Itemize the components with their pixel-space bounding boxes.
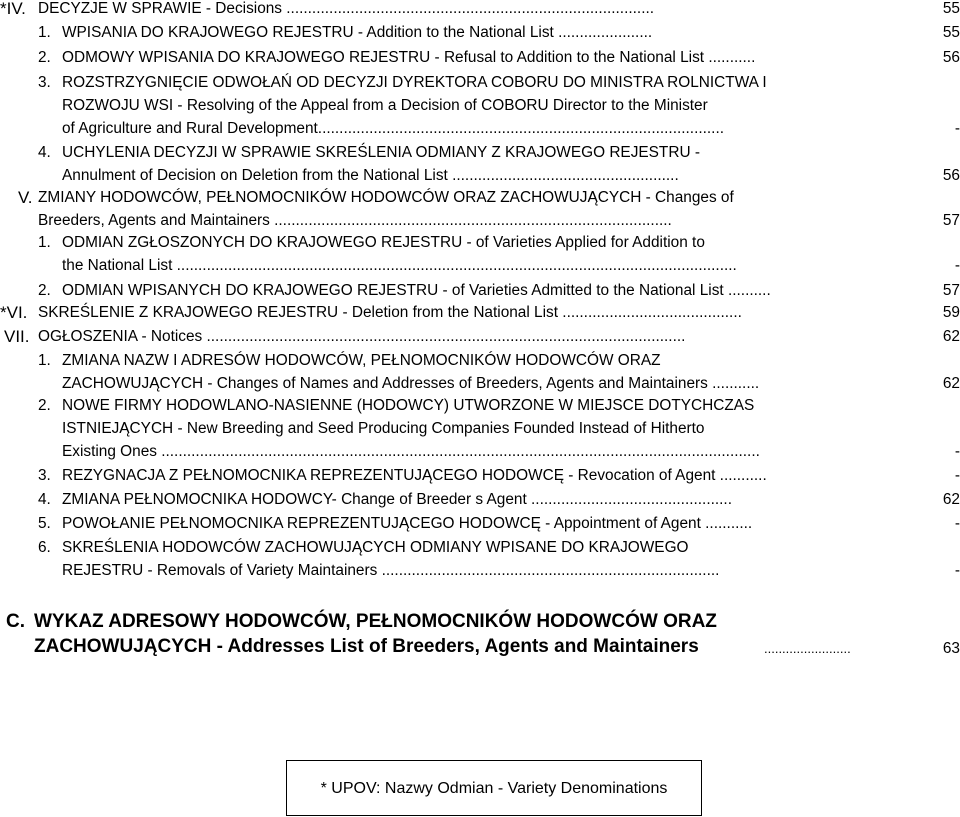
toc-entry-text-line[interactable]: ODMIAN ZGŁOSZONYCH DO KRAJOWEGO REJESTRU - of Varieties Applied for Addition to [62,234,705,251]
page-number: - [954,443,960,460]
page-number: - [954,562,960,579]
toc-entry-text-line[interactable]: ROZSTRZYGNIĘCIE ODWOŁAŃ OD DECYZJI DYREKTORA COBORU DO MINISTRA ROLNICTWA I [62,74,767,91]
item-number: 1. [38,234,51,251]
section-number: *IV. [0,0,26,18]
page-number: 57 [942,212,960,229]
part-c-title-line[interactable]: WYKAZ ADRESOWY HODOWCÓW, PEŁNOMOCNIKÓW HODOWCÓW ORAZ [34,611,717,632]
footnote-text: * UPOV: Nazwy Odmian - Variety Denominations [320,780,668,797]
page-number: 55 [942,0,960,17]
toc-entry-text[interactable]: DECYZJE W SPRAWIE - Decisions ...................................................................................... [38,0,655,17]
page-number: - [954,467,960,484]
toc-entry-text-line[interactable]: UCHYLENIA DECYZJI W SPRAWIE SKREŚLENIA ODMIANY Z KRAJOWEGO REJESTRU - [62,144,700,161]
toc-entry-text[interactable]: ZMIANA PEŁNOMOCNIKA HODOWCY- Change of Breeder s Agent ............................................... [62,491,732,508]
item-number: 2. [38,282,51,299]
item-number: 4. [38,144,51,161]
toc-entry-text-line[interactable]: ROZWOJU WSI - Resolving of the Appeal from a Decision of COBORU Director to the Minister [62,97,708,114]
page-number: - [954,257,960,274]
toc-entry-text-line[interactable]: ISTNIEJĄCYCH - New Breeding and Seed Producing Companies Founded Instead of Hitherto [62,420,705,437]
toc-entry-text[interactable]: ODMOWY WPISANIA DO KRAJOWEGO REJESTRU - Refusal to Addition to the National List ........... [62,49,756,66]
toc-entry-text-line[interactable]: REJESTRU - Removals of Variety Maintainers ............................................................................... [62,562,720,579]
item-number: 2. [38,49,51,66]
page-number: 62 [942,375,960,392]
page-number: 59 [942,304,960,321]
item-number: 3. [38,467,51,484]
item-number: 5. [38,515,51,532]
toc-entry-text-line[interactable]: the National List ................................................................................................................................... [62,257,737,274]
section-number: VII. [4,327,30,346]
toc-entry-text[interactable]: ODMIAN WPISANYCH DO KRAJOWEGO REJESTRU - of Varieties Admitted to the National List .......... [62,282,771,299]
footnote-box [286,760,702,816]
toc-entry-text[interactable]: REZYGNACJA Z PEŁNOMOCNIKA REPREZENTUJĄCEGO HODOWCĘ - Revocation of Agent ........... [62,467,767,484]
toc-entry-text-line[interactable]: Annulment of Decision on Deletion from the National List ..................................................... [62,167,679,184]
toc-entry-text-line[interactable]: ZMIANY HODOWCÓW, PEŁNOMOCNIKÓW HODOWCÓW ORAZ ZACHOWUJĄCYCH - Changes of [38,189,734,206]
page-number: - [954,120,960,137]
item-number: 4. [38,491,51,508]
part-c-label: C. [6,611,25,632]
toc-entry-text[interactable]: OGŁOSZENIA - Notices ................................................................................................................ [38,328,686,345]
part-c-title-line[interactable]: ZACHOWUJĄCYCH - Addresses List of Breeders, Agents and Maintainers [34,636,699,657]
toc-entry-text-line[interactable]: of Agriculture and Rural Development............................................................................................... [62,120,725,137]
item-number: 1. [38,24,51,41]
toc-entry-text-line[interactable]: SKREŚLENIA HODOWCÓW ZACHOWUJĄCYCH ODMIANY WPISANE DO KRAJOWEGO [62,539,689,556]
toc-entry-text-line[interactable]: Breeders, Agents and Maintainers ............................................................................................. [38,212,672,229]
toc-entry-text-line[interactable]: ZACHOWUJĄCYCH - Changes of Names and Addresses of Breeders, Agents and Maintainers ........... [62,375,760,392]
toc-entry-text-line[interactable]: ZMIANA NAZW I ADRESÓW HODOWCÓW, PEŁNOMOCNIKÓW HODOWCÓW ORAZ [62,352,661,369]
part-c-dots: ........................ [764,641,851,656]
section-number: *VI. [0,303,28,322]
section-number: V. [18,188,33,207]
toc-entry-text-line[interactable]: Existing Ones ............................................................................................................................................ [62,443,760,460]
page-number: 62 [942,491,960,508]
toc-entry-text[interactable]: POWOŁANIE PEŁNOMOCNIKA REPREZENTUJĄCEGO HODOWCĘ - Appointment of Agent ........... [62,515,753,532]
item-number: 2. [38,397,51,414]
item-number: 1. [38,352,51,369]
page-number: 63 [942,640,960,657]
item-number: 6. [38,539,51,556]
page-number: 56 [942,49,960,66]
item-number: 3. [38,74,51,91]
page-number: 62 [942,328,960,345]
page-number: 57 [942,282,960,299]
toc-entry-text-line[interactable]: NOWE FIRMY HODOWLANO-NASIENNE (HODOWCY) UTWORZONE W MIEJSCE DOTYCHCZAS [62,397,755,414]
page-number: 55 [942,24,960,41]
toc-entry-text[interactable]: WPISANIA DO KRAJOWEGO REJESTRU - Addition to the National List ...................... [62,24,653,41]
toc-entry-text[interactable]: SKREŚLENIE Z KRAJOWEGO REJESTRU - Deletion from the National List .......................................... [38,304,742,321]
page-number: 56 [942,167,960,184]
page-number: - [954,515,960,532]
